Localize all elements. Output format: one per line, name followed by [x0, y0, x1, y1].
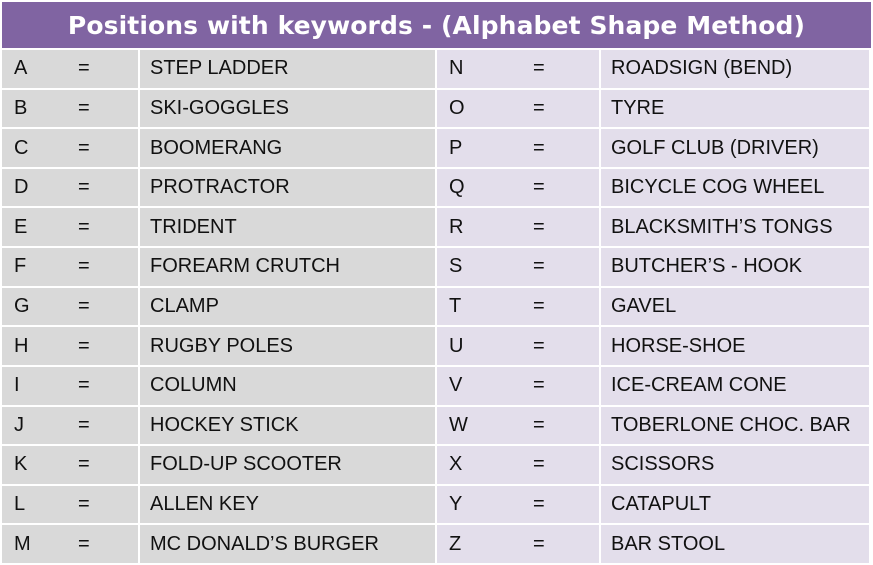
keyword-label: TRIDENT: [150, 215, 237, 238]
letter-label: F: [14, 255, 27, 278]
equals-sign: =: [533, 453, 545, 476]
right-letter-cell: [437, 129, 601, 169]
equals-sign: =: [533, 493, 545, 516]
right-keyword-cell: [601, 169, 871, 209]
left-letter-cell: [2, 367, 140, 407]
right-keyword-cell: [601, 288, 871, 328]
equals-sign: =: [533, 215, 545, 238]
left-letter-cell: [2, 208, 140, 248]
keyword-label: GOLF CLUB (DRIVER): [611, 136, 819, 159]
right-letter-cell: [437, 90, 601, 130]
keyword-label: TYRE: [611, 96, 665, 119]
right-keyword-cell: [601, 248, 871, 288]
equals-sign: =: [533, 413, 545, 436]
letter-label: Z: [449, 532, 462, 555]
right-letter-cell: [437, 50, 601, 90]
right-keyword-cell: [601, 446, 871, 486]
equals-sign: =: [533, 176, 545, 199]
letter-label: G: [14, 294, 30, 317]
right-letter-cell: [437, 367, 601, 407]
left-keyword-cell: [140, 446, 437, 486]
equals-sign: =: [533, 532, 545, 555]
table-title: Positions with keywords - (Alphabet Shape Method): [2, 2, 871, 48]
letter-label: R: [449, 215, 464, 238]
equals-sign: =: [533, 294, 545, 317]
letter-label: B: [14, 96, 28, 119]
letter-label: W: [449, 413, 468, 436]
right-keyword-cell: [601, 129, 871, 169]
left-letter-cell: [2, 90, 140, 130]
letter-label: E: [14, 215, 28, 238]
letter-label: N: [449, 57, 464, 80]
left-keyword-cell: [140, 248, 437, 288]
keyword-label: CLAMP: [150, 294, 219, 317]
equals-sign: =: [533, 96, 545, 119]
equals-sign: =: [533, 255, 545, 278]
keyword-table: [2, 50, 871, 565]
keyword-label: ALLEN KEY: [150, 493, 259, 516]
left-letter-cell: [2, 248, 140, 288]
letter-label: M: [14, 532, 31, 555]
keyword-label: BICYCLE COG WHEEL: [611, 176, 825, 199]
left-keyword-cell: [140, 129, 437, 169]
keyword-label: BUTCHER’S - HOOK: [611, 255, 803, 278]
left-keyword-cell: [140, 50, 437, 90]
left-keyword-cell: [140, 90, 437, 130]
keyword-label: TOBERLONE CHOC. BAR: [611, 413, 851, 436]
left-keyword-cell: [140, 208, 437, 248]
keyword-label: CATAPULT: [611, 493, 712, 516]
equals-sign: =: [533, 374, 545, 397]
left-keyword-cell: [140, 288, 437, 328]
letter-label: V: [449, 374, 463, 397]
letter-label: D: [14, 176, 29, 199]
equals-sign: =: [78, 453, 90, 476]
left-keyword-cell: [140, 327, 437, 367]
right-letter-cell: [437, 486, 601, 526]
equals-sign: =: [533, 57, 545, 80]
left-letter-cell: [2, 50, 140, 90]
left-letter-cell: [2, 407, 140, 447]
letter-label: Y: [449, 493, 463, 516]
equals-sign: =: [78, 334, 90, 357]
letter-label: Q: [449, 176, 465, 199]
letter-label: K: [14, 453, 28, 476]
right-letter-cell: [437, 288, 601, 328]
letter-label: I: [14, 374, 20, 397]
keyword-label: BAR STOOL: [611, 532, 726, 555]
letter-label: S: [449, 255, 463, 278]
keyword-label: FOREARM CRUTCH: [150, 255, 340, 278]
equals-sign: =: [78, 374, 90, 397]
equals-sign: =: [78, 413, 90, 436]
right-keyword-cell: [601, 525, 871, 565]
letter-label: U: [449, 334, 464, 357]
keyword-label: GAVEL: [611, 294, 677, 317]
left-keyword-cell: [140, 407, 437, 447]
letter-label: J: [14, 413, 24, 436]
left-keyword-cell: [140, 486, 437, 526]
letter-label: H: [14, 334, 29, 357]
left-letter-cell: [2, 525, 140, 565]
keyword-label: ICE-CREAM CONE: [611, 374, 787, 397]
right-letter-cell: [437, 248, 601, 288]
keyword-label: PROTRACTOR: [150, 176, 290, 199]
equals-sign: =: [78, 176, 90, 199]
letter-label: T: [449, 294, 462, 317]
letter-label: C: [14, 136, 29, 159]
equals-sign: =: [78, 294, 90, 317]
right-letter-cell: [437, 169, 601, 209]
right-keyword-cell: [601, 90, 871, 130]
right-keyword-cell: [601, 50, 871, 90]
keyword-label: RUGBY POLES: [150, 334, 294, 357]
equals-sign: =: [78, 96, 90, 119]
right-keyword-cell: [601, 327, 871, 367]
keyword-label: MC DONALD’S BURGER: [150, 532, 379, 555]
equals-sign: =: [533, 136, 545, 159]
keyword-label: BOOMERANG: [150, 136, 283, 159]
left-letter-cell: [2, 169, 140, 209]
letter-label: A: [14, 57, 28, 80]
left-letter-cell: [2, 288, 140, 328]
letter-label: O: [449, 96, 465, 119]
keyword-label: FOLD-UP SCOOTER: [150, 453, 342, 476]
right-keyword-cell: [601, 407, 871, 447]
keyword-label: ROADSIGN (BEND): [611, 57, 793, 80]
equals-sign: =: [78, 215, 90, 238]
right-letter-cell: [437, 208, 601, 248]
left-letter-cell: [2, 486, 140, 526]
equals-sign: =: [533, 334, 545, 357]
equals-sign: =: [78, 57, 90, 80]
keyword-label: HORSE-SHOE: [611, 334, 746, 357]
right-keyword-cell: [601, 208, 871, 248]
equals-sign: =: [78, 255, 90, 278]
left-keyword-cell: [140, 169, 437, 209]
right-keyword-cell: [601, 367, 871, 407]
right-letter-cell: [437, 525, 601, 565]
keyword-label: COLUMN: [150, 374, 237, 397]
left-keyword-cell: [140, 525, 437, 565]
equals-sign: =: [78, 136, 90, 159]
equals-sign: =: [78, 532, 90, 555]
right-letter-cell: [437, 407, 601, 447]
left-letter-cell: [2, 446, 140, 486]
letter-label: P: [449, 136, 463, 159]
right-keyword-cell: [601, 486, 871, 526]
keyword-label: STEP LADDER: [150, 57, 289, 80]
left-letter-cell: [2, 129, 140, 169]
letter-label: L: [14, 493, 26, 516]
keyword-label: SKI-GOGGLES: [150, 96, 289, 119]
right-letter-cell: [437, 327, 601, 367]
equals-sign: =: [78, 493, 90, 516]
letter-label: X: [449, 453, 463, 476]
left-keyword-cell: [140, 367, 437, 407]
keyword-label: SCISSORS: [611, 453, 715, 476]
keyword-label: BLACKSMITH’S TONGS: [611, 215, 833, 238]
keyword-label: HOCKEY STICK: [150, 413, 299, 436]
left-letter-cell: [2, 327, 140, 367]
right-letter-cell: [437, 446, 601, 486]
